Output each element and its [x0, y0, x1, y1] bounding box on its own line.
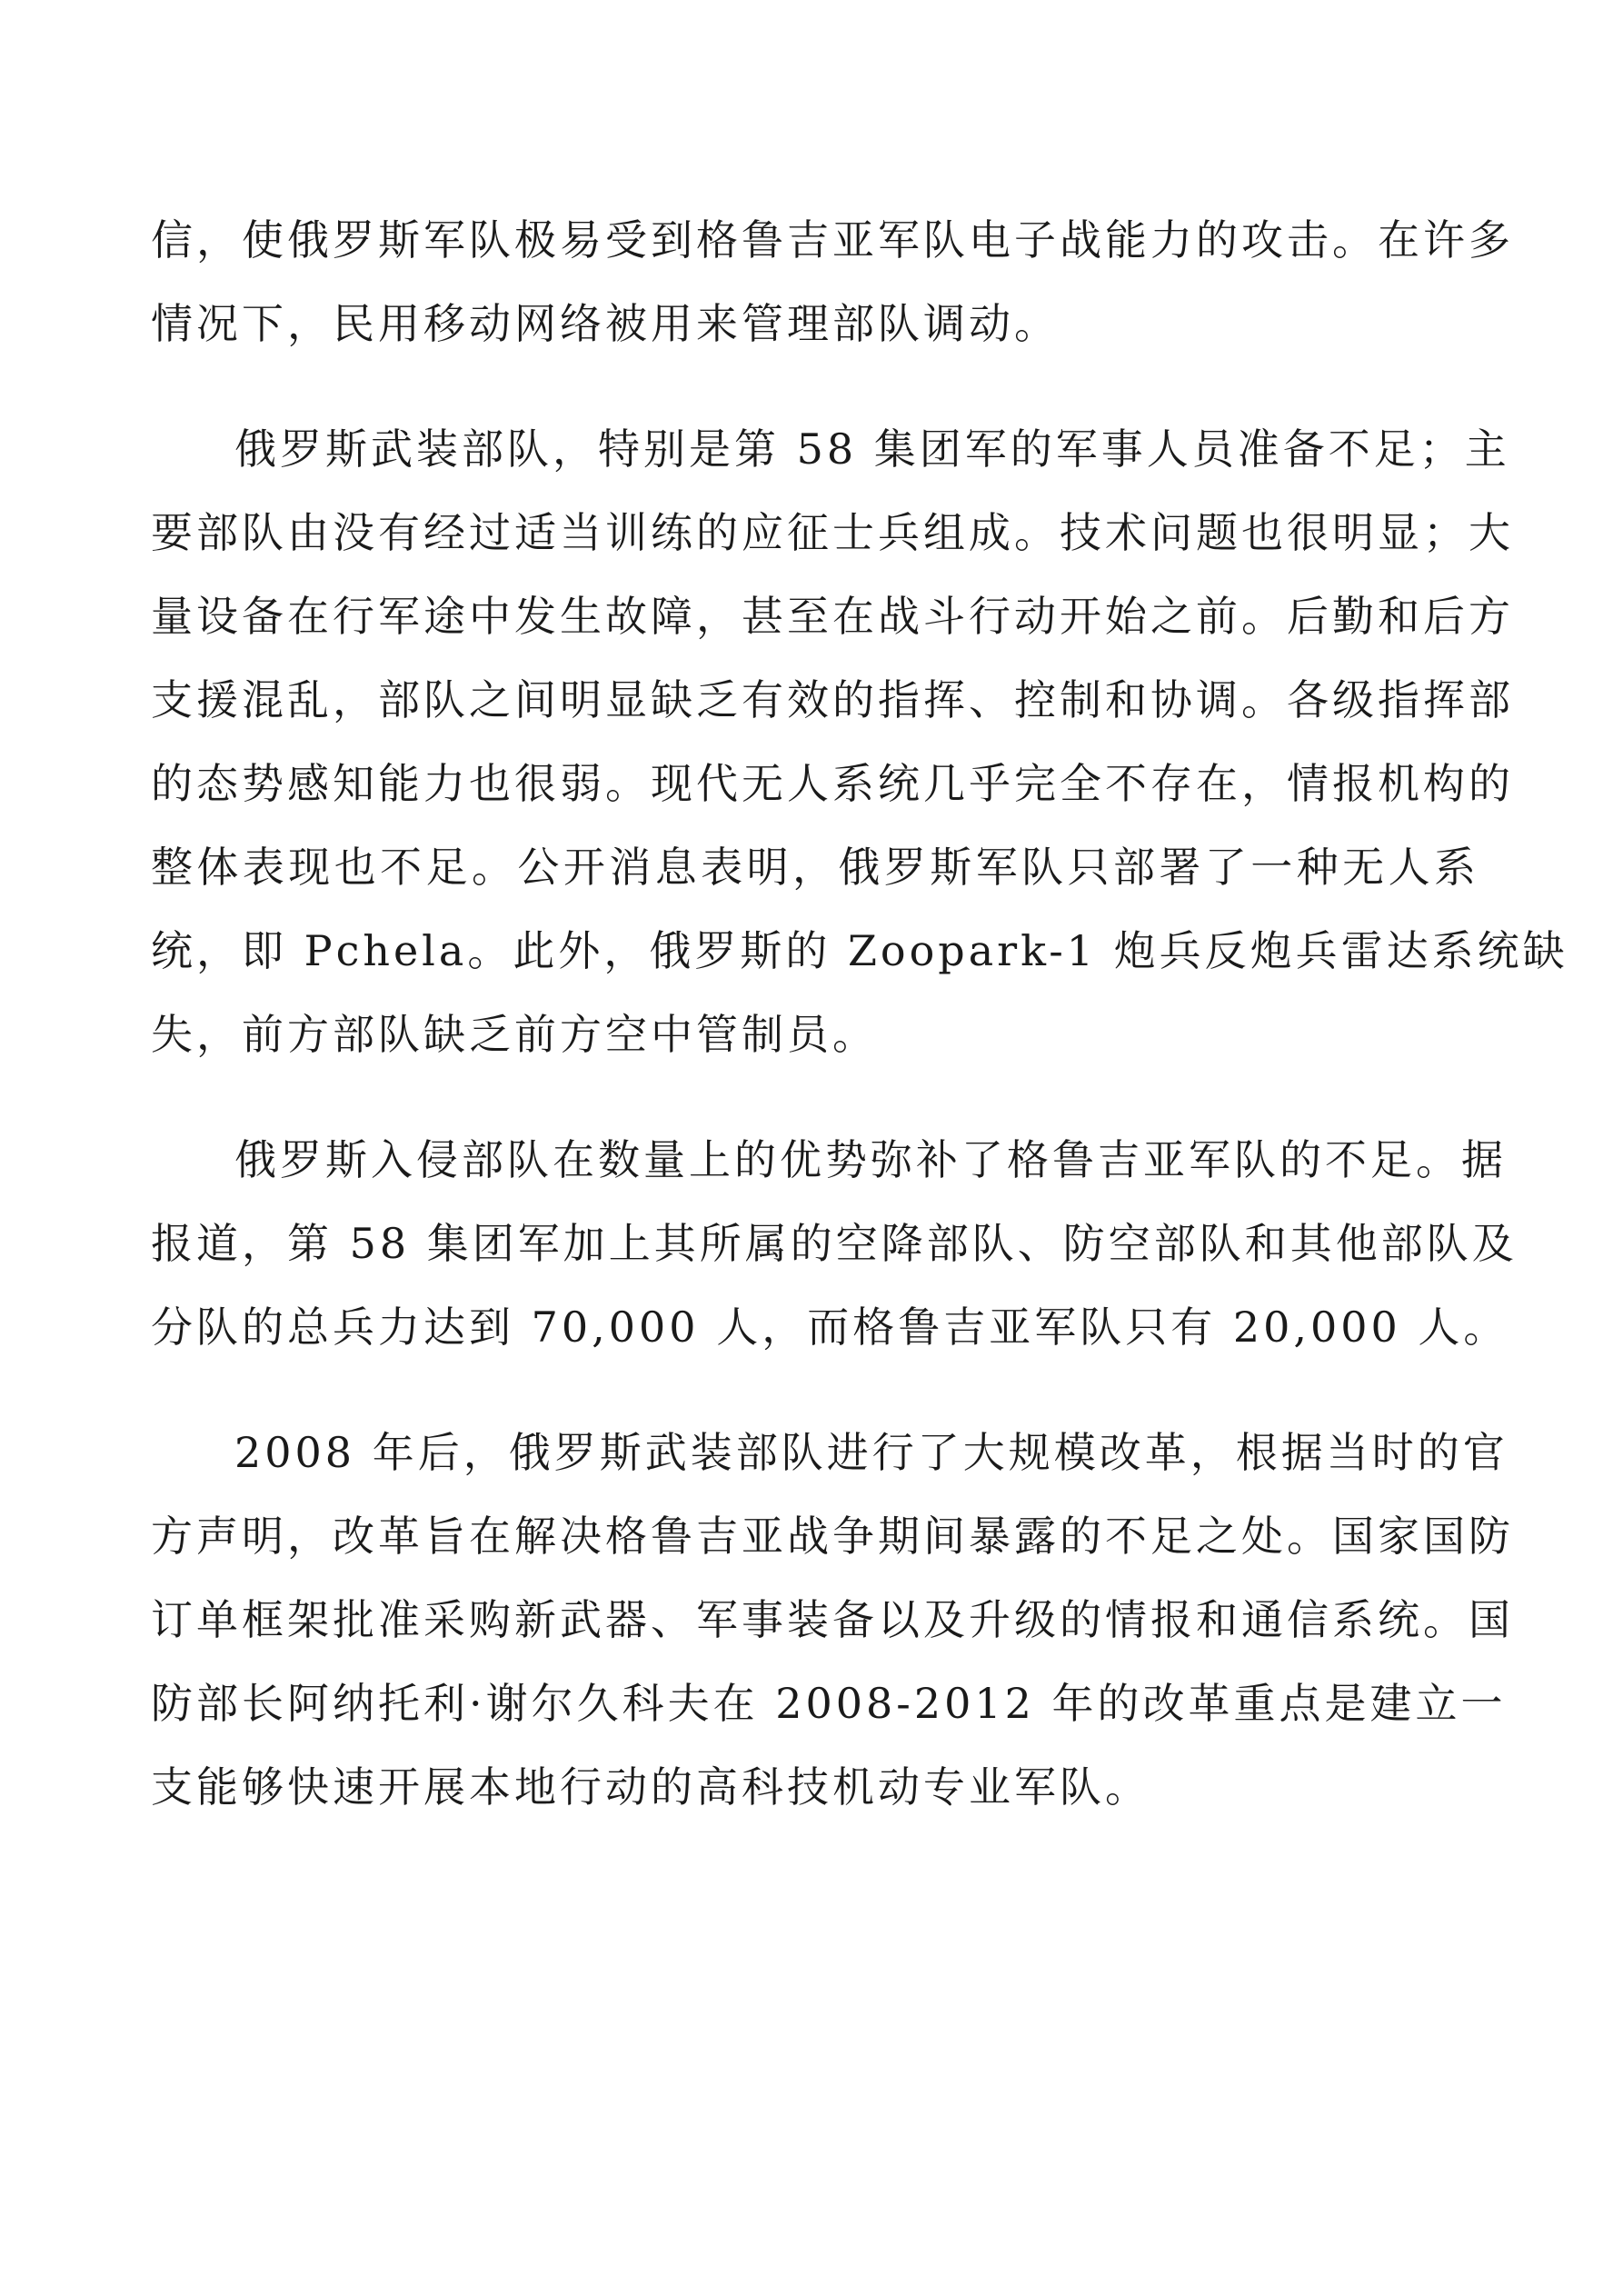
text-line: 整体表现也不足。公开消息表明，俄罗斯军队只部署了一种无人系	[151, 843, 1479, 892]
text-line: 方声明，改革旨在解决格鲁吉亚战争期间暴露的不足之处。国家国防	[151, 1512, 1514, 1561]
text-line: 分队的总兵力达到 70,000 人，而格鲁吉亚军队只有 20,000 人。	[151, 1303, 1509, 1352]
text-line: 俄罗斯武装部队，特别是第 58 集团军的军事人员准备不足；主	[234, 424, 1510, 474]
text-line: 俄罗斯入侵部队在数量上的优势弥补了格鲁吉亚军队的不足。据	[234, 1135, 1507, 1184]
text-line: 失，前方部队缺乏前方空中管制员。	[151, 1010, 878, 1059]
text-line: 统，即 Pchela。此外，俄罗斯的 Zoopark-1 炮兵反炮兵雷达系统缺	[151, 926, 1568, 975]
paragraph-4	[151, 1411, 1514, 1829]
text-line: 信，使俄罗斯军队极易受到格鲁吉亚军队电子战能力的攻击。在许多	[151, 215, 1514, 265]
text-line: 情况下，民用移动网络被用来管理部队调动。	[151, 299, 1060, 348]
paragraph-2	[151, 407, 1568, 1076]
document-body	[151, 198, 1568, 1871]
text-line: 订单框架批准采购新武器、军事装备以及升级的情报和通信系统。国	[151, 1595, 1514, 1644]
text-line: 要部队由没有经过适当训练的应征士兵组成。技术问题也很明显；大	[151, 508, 1514, 557]
paragraph-3	[151, 1118, 1518, 1369]
paragraph-1	[151, 198, 1514, 365]
text-line: 防部长阿纳托利·谢尔久科夫在 2008-2012 年的改革重点是建立一	[151, 1679, 1507, 1728]
text-line: 支能够快速开展本地行动的高科技机动专业军队。	[151, 1762, 1150, 1812]
text-line: 2008 年后，俄罗斯武装部队进行了大规模改革，根据当时的官	[234, 1428, 1508, 1477]
text-line: 支援混乱，部队之间明显缺乏有效的指挥、控制和协调。各级指挥部	[151, 675, 1514, 724]
text-line: 的态势感知能力也很弱。现代无人系统几乎完全不存在，情报机构的	[151, 759, 1514, 808]
text-line: 报道，第 58 集团军加上其所属的空降部队、防空部队和其他部队及	[151, 1219, 1518, 1268]
text-line: 量设备在行军途中发生故障，甚至在战斗行动开始之前。后勤和后方	[151, 592, 1514, 641]
